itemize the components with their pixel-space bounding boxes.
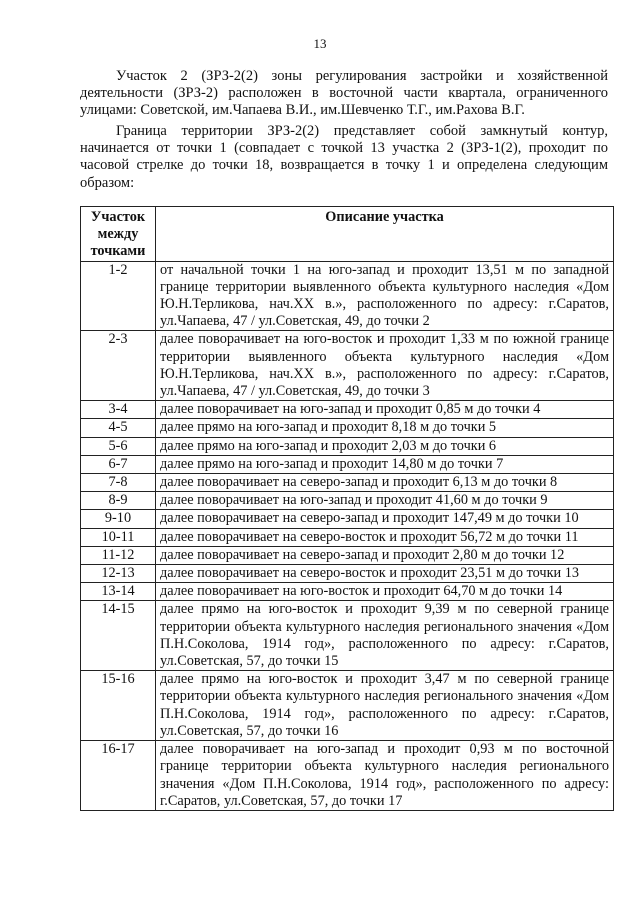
description-cell: далее поворачивает на северо-запад и проходит 6,13 м до точки 8 — [156, 474, 614, 492]
segment-cell: 7-8 — [81, 474, 156, 492]
segment-cell: 2-3 — [81, 331, 156, 401]
description-cell: далее поворачивает на юго-восток и проходит 1,33 м по южной границе территории выявленного объекта культурного наследия «Дом Ю.Н.Терликова, нач.XX в.», расположенного по адресу: г.Саратов, ул.Чапаева, 47 / ул.Советская, 49, до точки 3 — [156, 331, 614, 401]
table-row — [81, 401, 614, 419]
boundary-paragraph: Граница территории ЗРЗ-2(2) представляет собой замкнутый контур, начинается от точки 1 (совпадает с точкой 13 участка 2 (ЗРЗ-1(2), проходит по часовой стрелке до точки 18, возвращается в точку 1 и определена следующим образом: — [80, 123, 608, 191]
description-cell: далее поворачивает на юго-запад и проходит 0,93 м по восточной границе территории объекта культурного наследия регионального значения «Дом П.Н.Соколова, 1914 год», расположенного по адресу: г.Саратов, ул.Советская, 57, до точки 17 — [156, 741, 614, 811]
segment-cell: 14-15 — [81, 601, 156, 671]
description-cell: далее поворачивает на юго-запад и проходит 0,85 м до точки 4 — [156, 401, 614, 419]
table-header-row — [81, 207, 614, 262]
segment-cell: 11-12 — [81, 546, 156, 564]
intro-paragraph: Участок 2 (ЗРЗ-2(2) зоны регулирования застройки и хозяйственной деятельности (ЗРЗ-2) расположен в восточной части квартала, ограниченного улицами: Советской, им.Чапаева В.И., им.Шевченко Т.Г., им.Рахова В.Г. — [80, 68, 608, 119]
table-row — [81, 437, 614, 455]
table-row — [81, 474, 614, 492]
table-row — [81, 331, 614, 401]
header-segment: Участок между точками — [81, 207, 156, 262]
table-row — [81, 261, 614, 331]
description-cell: далее прямо на юго-запад и проходит 2,03 м до точки 6 — [156, 437, 614, 455]
description-cell: далее прямо на юго-запад и проходит 14,80 м до точки 7 — [156, 455, 614, 473]
segment-cell: 1-2 — [81, 261, 156, 331]
boundary-table — [80, 206, 614, 811]
description-cell: далее прямо на юго-восток и проходит 3,47 м по северной границе территории объекта культурного наследия регионального значения «Дом П.Н.Соколова, 1914 год», расположенного по адресу: г.Саратов, ул.Советская, 57, до точки 16 — [156, 671, 614, 741]
table-row — [81, 419, 614, 437]
description-cell: далее поворачивает на северо-восток и проходит 23,51 м до точки 13 — [156, 565, 614, 583]
table-body — [81, 261, 614, 810]
segment-cell: 9-10 — [81, 510, 156, 528]
segment-cell: 12-13 — [81, 565, 156, 583]
segment-cell: 3-4 — [81, 401, 156, 419]
segment-cell: 8-9 — [81, 492, 156, 510]
description-cell: далее поворачивает на северо-запад и проходит 147,49 м до точки 10 — [156, 510, 614, 528]
table-row — [81, 671, 614, 741]
description-cell: далее поворачивает на северо-запад и проходит 2,80 м до точки 12 — [156, 546, 614, 564]
segment-cell: 13-14 — [81, 583, 156, 601]
description-cell: от начальной точки 1 на юго-запад и проходит 13,51 м по западной границе территории выявленного объекта культурного наследия «Дом Ю.Н.Терликова, нач.XX в.», расположенного по адресу: г.Саратов, ул.Чапаева, 47 / ул.Советская, 49, до точки 2 — [156, 261, 614, 331]
description-cell: далее прямо на юго-восток и проходит 9,39 м по северной границе территории объекта культурного наследия регионального значения «Дом П.Н.Соколова, 1914 год», расположенного по адресу: г.Саратов, ул.Советская, 57, до точки 15 — [156, 601, 614, 671]
description-cell: далее поворачивает на юго-восток и проходит 64,70 м до точки 14 — [156, 583, 614, 601]
description-cell: далее поворачивает на юго-запад и проходит 41,60 м до точки 9 — [156, 492, 614, 510]
segment-cell: 6-7 — [81, 455, 156, 473]
table-row — [81, 528, 614, 546]
page-number: 13 — [313, 36, 327, 51]
segment-cell: 10-11 — [81, 528, 156, 546]
table-row — [81, 565, 614, 583]
table-row — [81, 455, 614, 473]
segment-cell: 4-5 — [81, 419, 156, 437]
table-row — [81, 741, 614, 811]
header-description: Описание участка — [156, 207, 614, 262]
table-row — [81, 546, 614, 564]
table-row — [81, 583, 614, 601]
table-row — [81, 601, 614, 671]
table-row — [81, 492, 614, 510]
description-cell: далее поворачивает на северо-восток и проходит 56,72 м до точки 11 — [156, 528, 614, 546]
segment-cell: 15-16 — [81, 671, 156, 741]
table-row — [81, 510, 614, 528]
segment-cell: 5-6 — [81, 437, 156, 455]
description-cell: далее прямо на юго-запад и проходит 8,18 м до точки 5 — [156, 419, 614, 437]
segment-cell: 16-17 — [81, 741, 156, 811]
